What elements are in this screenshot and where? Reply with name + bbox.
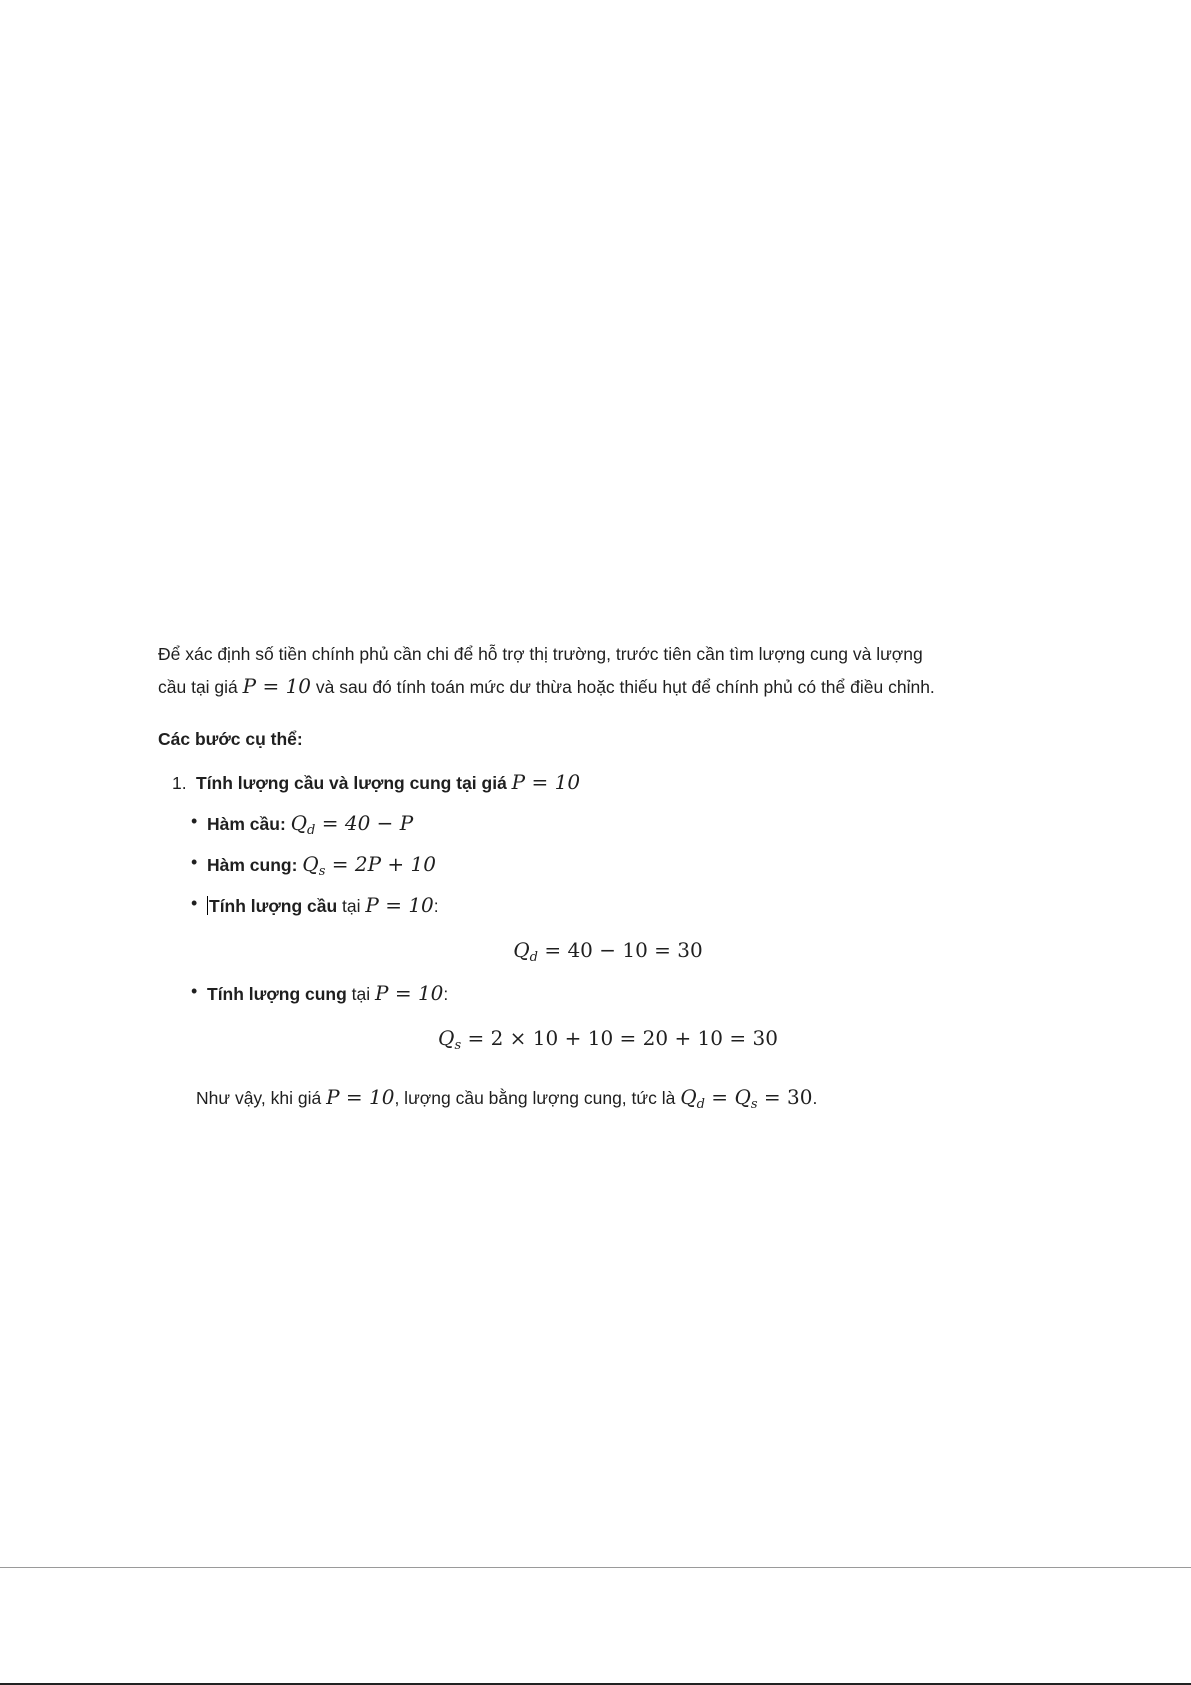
demand-calc-label: Tính lượng cầu — [209, 896, 338, 916]
intro-paragraph — [158, 638, 998, 703]
page-divider — [0, 1567, 1191, 1568]
supply-function-sub: s — [318, 864, 326, 879]
demand-equation — [158, 938, 1058, 965]
demand-eq-rest: = 40 − 10 = 30 — [537, 938, 703, 962]
demand-function-sub: d — [307, 823, 316, 838]
bullet-supply-function — [207, 852, 436, 879]
conclusion-before: Như vậy, khi giá — [196, 1088, 327, 1108]
supply-equation — [158, 1026, 1058, 1053]
bullet-supply-calc — [207, 981, 448, 1005]
conclusion-q2: Q — [734, 1085, 751, 1109]
supply-function-label: Hàm cung: — [207, 855, 303, 875]
conclusion-paragraph — [196, 1085, 817, 1112]
supply-calc-math: P = 10 — [375, 981, 444, 1005]
demand-eq-q: Q — [513, 938, 530, 962]
demand-calc-label-rest: tại — [337, 896, 366, 916]
supply-calc-label: Tính lượng cung — [207, 984, 347, 1004]
text-cursor — [207, 896, 208, 915]
supply-calc-label-rest: tại — [346, 984, 376, 1004]
conclusion-end: . — [812, 1088, 818, 1108]
conclusion-end-math: = 30 — [757, 1085, 813, 1109]
demand-calc-math: P = 10 — [365, 893, 434, 917]
demand-function-rest: = 40 − P — [315, 811, 414, 835]
supply-eq-sub: s — [454, 1038, 462, 1053]
conclusion-sub2: s — [750, 1097, 758, 1112]
intro-line2-after: và sau đó tính toán mức dư thừa hoặc thiếu hụt để chính phủ có thể điều chỉnh. — [311, 677, 935, 697]
supply-eq-q: Q — [438, 1026, 455, 1050]
demand-calc-colon: : — [433, 896, 439, 916]
intro-line1: Để xác định số tiền chính phủ cần chi để hỗ trợ thị trường, trước tiên cần tìm lượng cung và lượng — [158, 644, 923, 664]
intro-math: P = 10 — [242, 674, 312, 698]
bullet-demand-function — [207, 811, 413, 838]
step-1-label: Tính lượng cầu và lượng cung tại giá — [196, 773, 512, 793]
demand-function-q: Q — [290, 811, 308, 835]
step-1-math: P = 10 — [511, 770, 581, 794]
supply-function-q: Q — [302, 852, 319, 876]
conclusion-sub1: d — [696, 1097, 705, 1112]
supply-function-rest: = 2P + 10 — [325, 852, 436, 876]
step-1-number: 1. — [172, 773, 187, 793]
conclusion-q1: Q — [680, 1085, 697, 1109]
supply-calc-colon: : — [443, 984, 449, 1004]
supply-eq-rest: = 2 × 10 + 10 = 20 + 10 = 30 — [461, 1026, 778, 1050]
conclusion-eq: = — [704, 1085, 735, 1109]
demand-function-label: Hàm cầu: — [207, 814, 291, 834]
demand-eq-sub: d — [529, 950, 538, 965]
steps-heading: Các bước cụ thể: — [158, 729, 303, 749]
conclusion-math1: P = 10 — [326, 1085, 395, 1109]
bullet-demand-calc — [207, 893, 439, 917]
intro-line2-before: cầu tại giá — [158, 677, 243, 697]
conclusion-middle: , lượng cầu bằng lượng cung, tức là — [394, 1088, 681, 1108]
step-1 — [172, 770, 580, 794]
